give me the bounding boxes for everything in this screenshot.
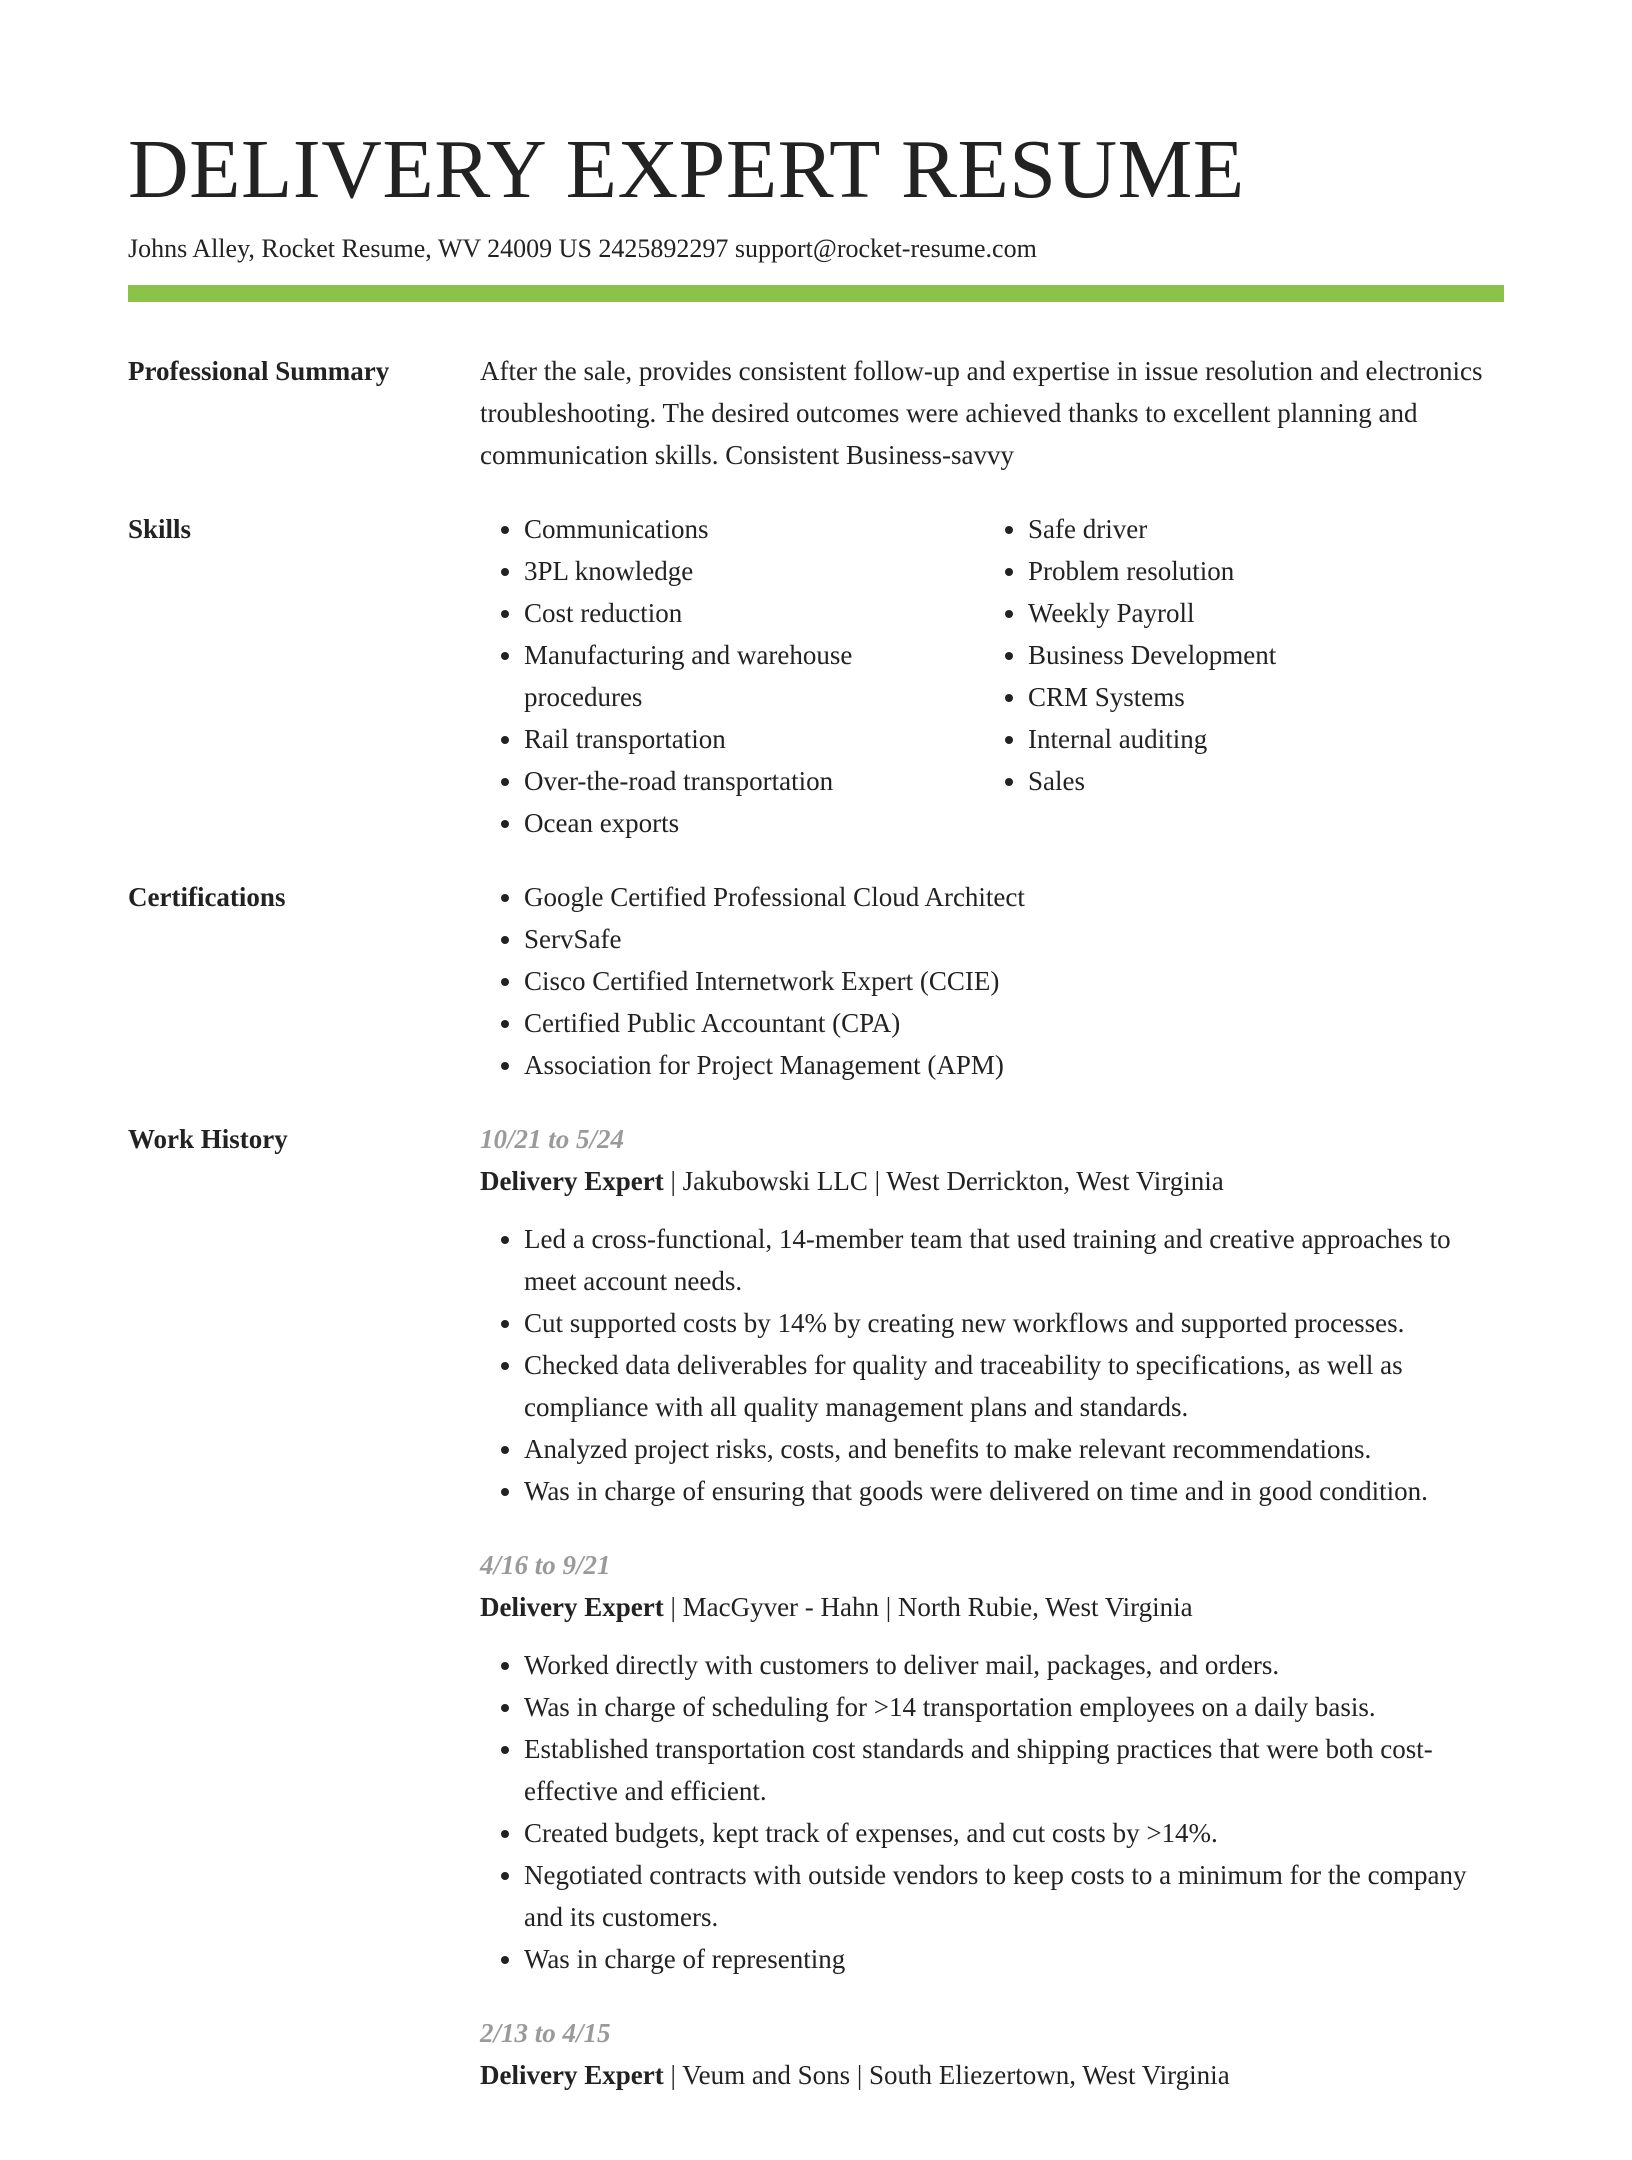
skill-item: • Communications [524,508,944,550]
resume-title: DELIVERY EXPERT RESUME [128,123,1245,216]
summary-body [480,350,1504,476]
job-bullet: • Checked data deliverables for quality and traceability to specifications, as well as compliance with all quality management plans and standards. [524,1344,1504,1428]
job-role: Delivery Expert [480,1592,664,1622]
job-bullets [480,1644,1504,1980]
summary-label: Professional Summary [128,356,390,386]
skill-item: • Manufacturing and warehouse procedures [524,634,944,718]
job-heading [480,2054,1504,2096]
job-heading [480,1586,1504,1628]
summary-section [128,350,1504,476]
skills-left-list [480,508,984,844]
resume-sections [128,350,1504,2160]
job-entry [480,1118,1504,1512]
skill-item: • 3PL knowledge [524,550,944,592]
job-dates: 10/21 to 5/24 [480,1124,625,1154]
job-bullet: • Analyzed project risks, costs, and benefits to make relevant recommendations. [524,1428,1504,1470]
skills-body [480,508,1504,844]
job-bullet: • Cut supported costs by 14% by creating new workflows and supported processes. [524,1302,1504,1344]
job-bullet: • Established transportation cost standards and shipping practices that were both cost-effective and efficient. [524,1728,1504,1812]
skill-item: • Internal auditing [1028,718,1448,760]
job-role: Delivery Expert [480,2060,664,2090]
certification-item: • ServSafe [524,918,1504,960]
job-details: | MacGyver - Hahn | North Rubie, West Virginia [663,1592,1193,1622]
job-heading [480,1160,1504,1202]
job-bullet: • Was in charge of representing [524,1938,1504,1980]
job-bullets [480,1218,1504,1512]
job-entry [480,1544,1504,1980]
job-role: Delivery Expert [480,1166,664,1196]
contact-line: Johns Alley, Rocket Resume, WV 24009 US 2425892297 support@rocket-resume.com [128,234,1037,263]
job-bullet: • Negotiated contracts with outside vendors to keep costs to a minimum for the company and its customers. [524,1854,1504,1938]
skills-label: Skills [128,514,192,544]
skill-item: • Weekly Payroll [1028,592,1448,634]
job-entry [480,2012,1504,2096]
summary-text: After the sale, provides consistent follow-up and expertise in issue resolution and electronics troubleshooting. The desired outcomes were achieved thanks to excellent planning and communication skills. Consistent Business-savvy [480,356,1483,470]
work-history-section [128,1118,1504,2128]
job-dates: 2/13 to 4/15 [480,2018,611,2048]
work-history-body [480,1118,1504,2128]
certifications-body [480,876,1504,1086]
certification-item: • Certified Public Accountant (CPA) [524,1002,1504,1044]
job-bullet: • Was in charge of scheduling for >14 transportation employees on a daily basis. [524,1686,1504,1728]
skill-item: • Sales [1028,760,1448,802]
job-details: | Veum and Sons | South Eliezertown, West Virginia [663,2060,1230,2090]
skills-right-list [984,508,1488,844]
skill-item: • Safe driver [1028,508,1448,550]
job-bullet: • Was in charge of ensuring that goods were delivered on time and in good condition. [524,1470,1504,1512]
skill-item: • CRM Systems [1028,676,1448,718]
skill-item: • Problem resolution [1028,550,1448,592]
certifications-section [128,876,1504,1086]
skill-item: • Business Development [1028,634,1448,676]
certification-item: • Google Certified Professional Cloud Architect [524,876,1504,918]
job-dates: 4/16 to 9/21 [480,1550,611,1580]
certifications-list [480,876,1504,1086]
skill-item: • Over-the-road transportation [524,760,944,802]
certification-item: • Cisco Certified Internetwork Expert (CCIE) [524,960,1504,1002]
accent-divider [128,285,1504,302]
skill-item: • Rail transportation [524,718,944,760]
skills-section [128,508,1504,844]
work-history-label: Work History [128,1124,288,1154]
job-bullet: • Worked directly with customers to deliver mail, packages, and orders. [524,1644,1504,1686]
job-details: | Jakubowski LLC | West Derrickton, West Virginia [663,1166,1224,1196]
job-bullet: • Created budgets, kept track of expenses, and cut costs by >14%. [524,1812,1504,1854]
certifications-label: Certifications [128,882,286,912]
certification-item: • Association for Project Management (APM) [524,1044,1504,1086]
job-bullet: • Led a cross-functional, 14-member team that used training and creative approaches to meet account needs. [524,1218,1504,1302]
skill-item: • Ocean exports [524,802,944,844]
skill-item: • Cost reduction [524,592,944,634]
